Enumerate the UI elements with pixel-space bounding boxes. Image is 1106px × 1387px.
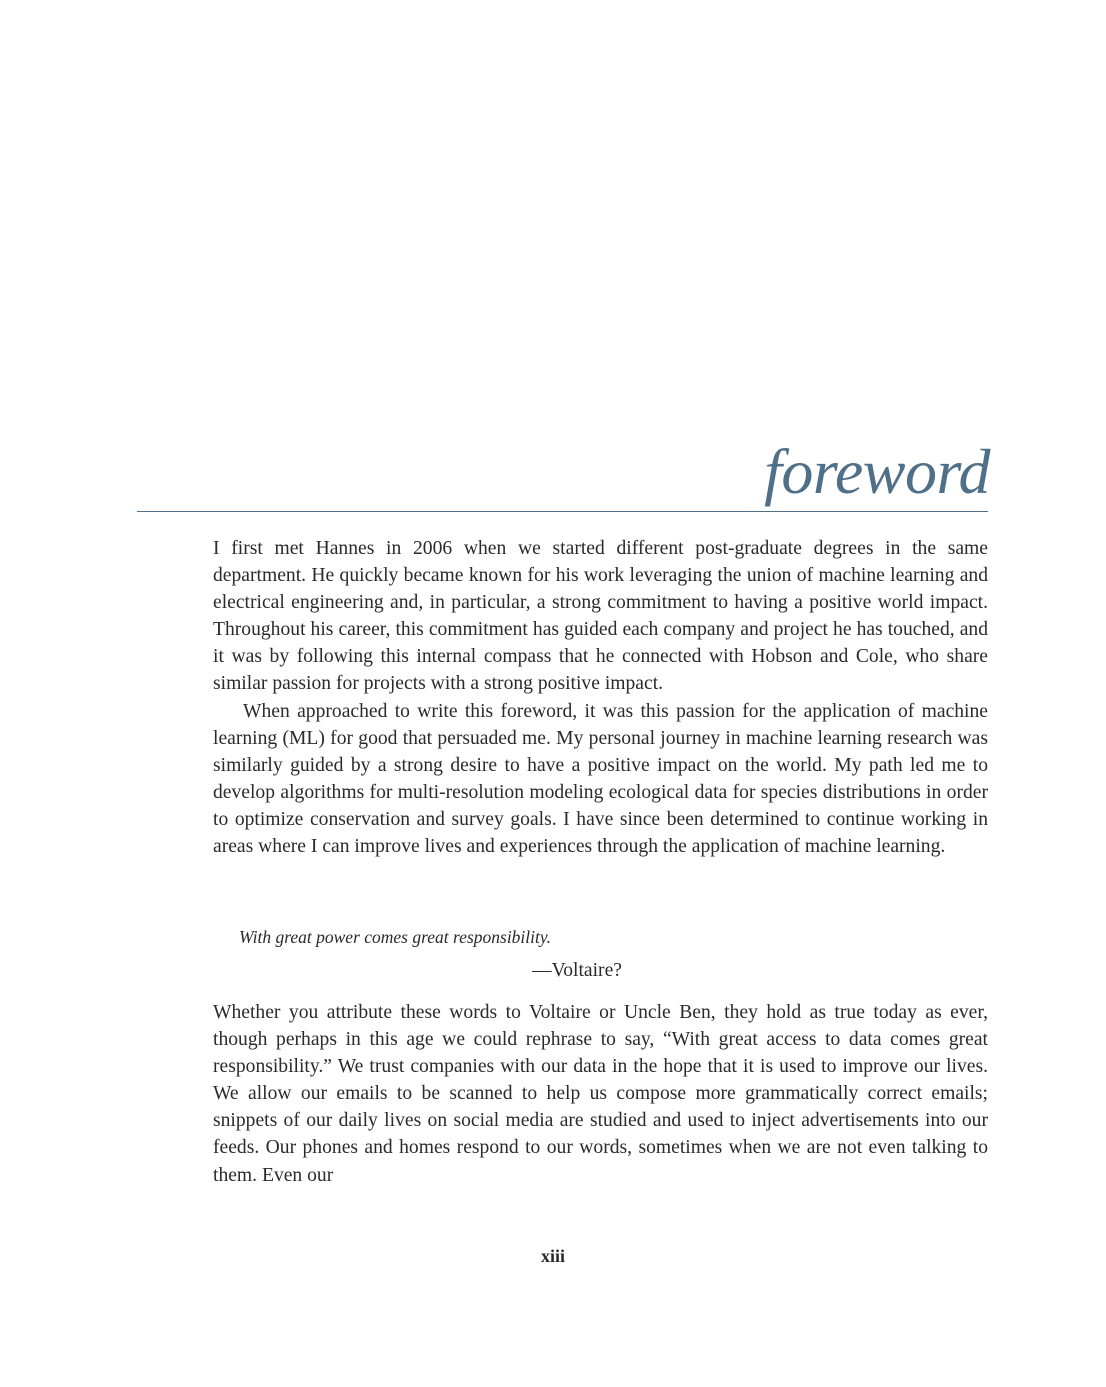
chapter-title: foreword bbox=[764, 436, 990, 507]
page-number: xiii bbox=[540, 1246, 565, 1266]
title-divider bbox=[137, 511, 988, 512]
paragraph-1: I first met Hannes in 2006 when we started different post-graduate degrees in the same department. He quickly became known for his work leveraging the union of machine learning and electrical engineering and, in particular, a strong commitment to having a positive world impact. Throughout his career, this commitment has guided each company and project he has touched, and it was by following this internal compass that he connected with Hobson and Cole, who share similar passion for projects with a strong positive impact. bbox=[213, 538, 988, 695]
foreword-intro-text bbox=[213, 535, 988, 860]
paragraph-3: Whether you attribute these words to Voltaire or Uncle Ben, they hold as true today as ever, though perhaps in this age we could rephrase to say, “With great access to data comes great responsibility.” We trust companies with our data in the hope that it is used to improve our lives. We allow our emails to be scanned to help us compose more grammatically correct emails; snippets of our daily lives on social media are studied and used to inject advertisements into our feeds. Our phones and homes respond to our words, sometimes when we are not even talking to them. Even our bbox=[213, 1002, 988, 1186]
epigraph-quote: With great power comes great responsibility. bbox=[239, 927, 552, 947]
epigraph-attribution: —Voltaire? bbox=[532, 960, 622, 981]
foreword-continued-text bbox=[213, 999, 988, 1189]
paragraph-2: When approached to write this foreword, it was this passion for the application of machine learning (ML) for good that persuaded me. My personal journey in machine learning research was similarly guided by a strong desire to have a positive impact on the world. My path led me to develop algorithms for multi-resolution modeling ecological data for species distributions in order to optimize conservation and survey goals. I have since been determined to continue working in areas where I can improve lives and experiences through the application of machine learning. bbox=[213, 700, 988, 858]
